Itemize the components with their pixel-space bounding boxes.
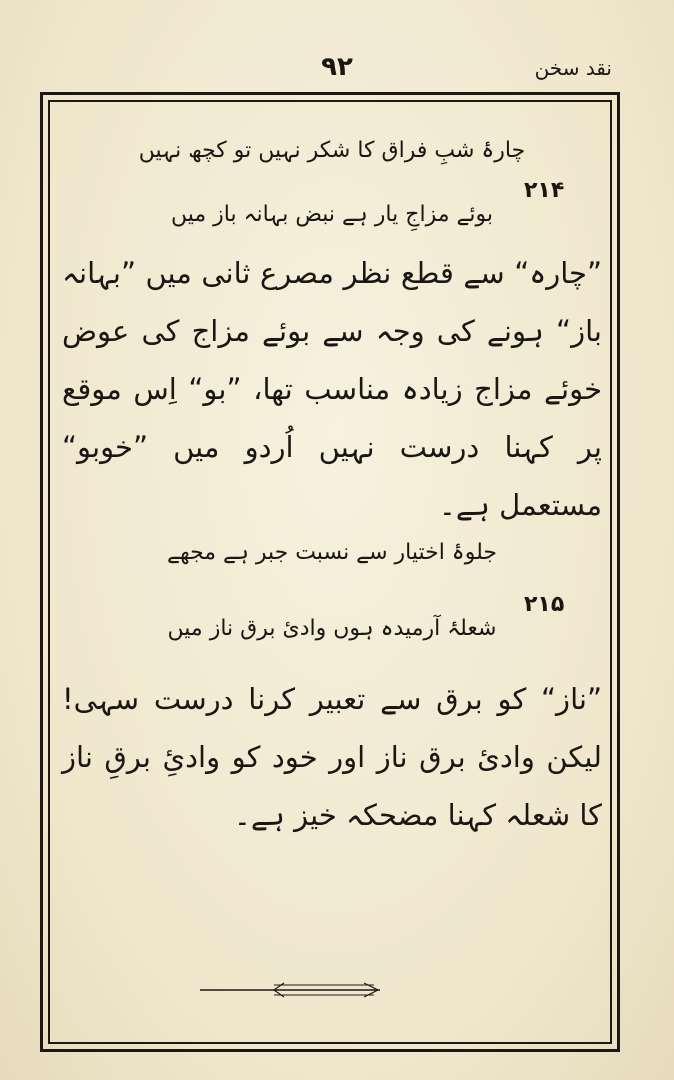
running-header-title: نقد سخن — [534, 56, 612, 80]
entry-214-commentary: ”چارہ“ سے قطع نظر مصرع ثانی میں ”بہانہ باز“ ہونے کی وجہ سے بوئے مزاج کی عوض خوئے مزاج زیادہ مناسب تھا، ”بو“ اِس موقع پر کہنا درست نہیں اُردو میں ”خوبو“ مستعمل ہے۔ — [62, 256, 602, 522]
page-content — [62, 118, 602, 1018]
entry-214-number: ۲۱۴ — [524, 178, 565, 203]
page-number: ۹۲ — [321, 52, 353, 82]
entry-215-commentary: ”ناز“ کو برق سے تعبیر کرنا درست سہی! لیکن وادئ برق ناز اور خود کو وادئِ برقِ ناز کا شعلہ کہنا مضحکہ خیز ہے۔ — [62, 682, 602, 832]
entry-214-verse-line-2: بوئے مزاجِ یار ہے نبض بہانہ باز میں — [171, 202, 493, 227]
entry-215-verse-line-2: شعلۂ آرمیدہ ہوں وادئ برق ناز میں — [167, 616, 497, 641]
end-ornament-rule — [200, 980, 380, 1000]
entry-214-verse-line-1: چارۂ شبِ فراق کا شکر نہیں تو کچھ نہیں — [138, 138, 526, 163]
entry-215-verse-line-1: جلوۂ اختیار سے نسبت جبر ہے مجھے — [167, 540, 497, 565]
entry-215-number: ۲۱۵ — [524, 592, 565, 617]
